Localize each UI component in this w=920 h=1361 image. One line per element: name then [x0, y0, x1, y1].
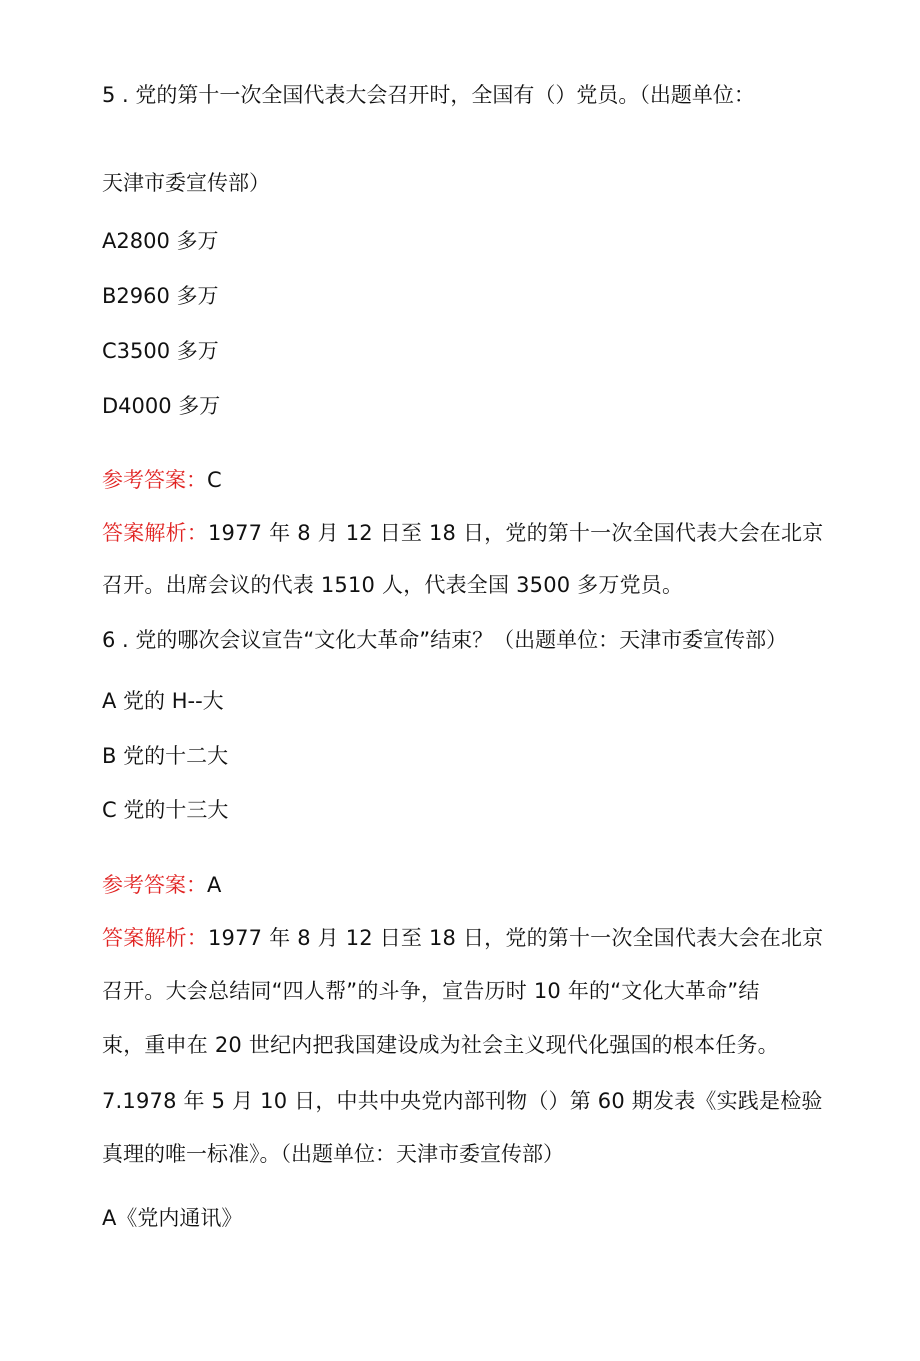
q6-question-line1: 6 . 党的哪次会议宣告“文化大革命”结束？（出题单位：天津市委宣传部）: [102, 628, 788, 652]
q6-analysis-line2: 召开。大会总结同“四人帮”的斗争，宣告历时 10 年的“文化大革命”结: [102, 979, 760, 1003]
q6-answer: [102, 870, 221, 900]
q6-option-b: B 党的十二大: [102, 744, 229, 768]
q5-option-b: B2960 多万: [102, 284, 219, 308]
q7-option-a: A《党内通讯》: [102, 1206, 243, 1230]
q7-question-line2: 真理的唯一标准》。（出题单位：天津市委宣传部）: [102, 1142, 564, 1166]
q5-question-line2: 天津市委宣传部）: [102, 171, 270, 195]
q5-question-line1: 5 . 党的第十一次全国代表大会召开时，全国有（）党员。（出题单位：: [102, 83, 755, 107]
q5-answer-value: C: [207, 468, 222, 492]
q5-option-d: D4000 多万: [102, 394, 221, 418]
q7-question-line1: 7.1978 年 5 月 10 日，中共中央党内部刊物（）第 60 期发表《实践是检验: [102, 1089, 823, 1113]
q5-answer-label: 参考答案：: [102, 468, 207, 492]
q6-answer-label: 参考答案：: [102, 873, 207, 897]
q6-analysis-text1: 1977 年 8 月 12 日至 18 日，党的第十一次全国代表大会在北京: [208, 926, 824, 950]
q6-option-a: A 党的 H--大: [102, 689, 224, 713]
q5-answer: [102, 465, 222, 495]
q5-analysis-line1: [102, 518, 823, 548]
q6-analysis-label: 答案解析：: [102, 926, 208, 950]
q5-analysis-line2: 召开。出席会议的代表 1510 人，代表全国 3500 多万党员。: [102, 573, 684, 597]
q6-analysis-line1: [102, 923, 823, 953]
q6-answer-value: A: [207, 873, 222, 897]
q6-option-c: C 党的十三大: [102, 798, 229, 822]
q5-option-a: A2800 多万: [102, 229, 219, 253]
q5-option-c: C3500 多万: [102, 339, 219, 363]
q5-analysis-text1: 1977 年 8 月 12 日至 18 日，党的第十一次全国代表大会在北京: [208, 521, 824, 545]
q6-analysis-line3: 束，重申在 20 世纪内把我国建设成为社会主义现代化强国的根本任务。: [102, 1033, 779, 1057]
q5-analysis-label: 答案解析：: [102, 521, 208, 545]
